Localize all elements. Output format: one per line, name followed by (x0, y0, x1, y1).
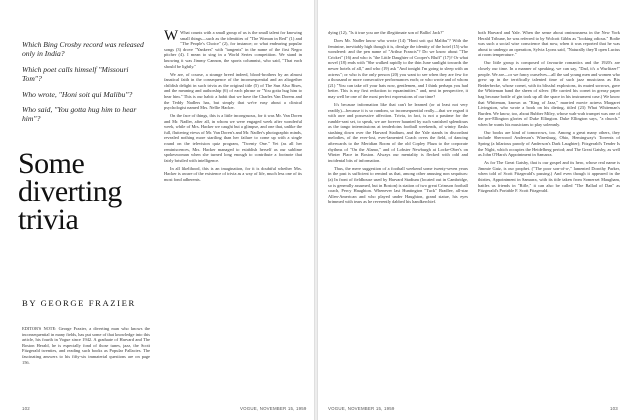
left-page (0, 0, 314, 420)
title-line: trivia (18, 203, 79, 236)
paragraph: It's because information like that can't be learned (or at least not very readily)—because it is so random, so inconsequential really—that we regard it with awe and possessive affection. Trivia, in fact, is not a pastime for the rumble-seat set, to speak, we are forever haunted by such vanished splendours as the tango intermissions at tenderloins football weekends, of wintry flasks stashing down over the Harvard Stadium, and the Yale stands in discordant melodies, of the ever-lost, ever-lamented Coach overs the field, of dancing afterwards to the Meridian Room of the old Copley Plaza to the corporate rhythms of "On the Alamo," and of Lobster Newburgh at Locke-Ober's on Winter Place in Boston. Always our mentality is flecked with odd and incidental bits of information. (328, 101, 468, 163)
paragraph: Thus, the mere suggestion of a football weekend some twenty-seven years in the past is sufficient to remind us that, among other amusing non sequiturs: (a) In front of fieldhouse used by Harvard Stadium (located out in Cambridge, so is generally assumed, but in Boston) is station of two great Crimson football coach, Percy Haughton. Whenever last Huntington "Tuck" Bradlee, all-star Allen-American and who played under Haughton, grand statue, his eyes brimmed with tears as he reverently dabbed his handkerchief. (328, 165, 468, 205)
paragraph (164, 30, 302, 69)
editor-note: EDITOR'S NOTE: George Frazier, a diverting man who knows the inconsequential in many fields, has put some of that knowledge into this article, his fourth in Vogue since 1942. A graduate of Harvard and The Boston Herald, he is especially fond of those tunes, jazz, the Scott Fitzgerald twenties, and reading such books as Popular Fallacies. The fascinating answers to his fifty-six immaterial questions are on page 156. (22, 326, 150, 365)
question: Who wrote, "Honi soit qui Malibu"? (22, 89, 133, 99)
title-line: Some (18, 147, 85, 180)
article-column-right-2 (478, 30, 620, 398)
running-foot: VOGUE, NOVEMBER 15, 1959 (328, 406, 395, 411)
byline: BY GEORGE FRAZIER (22, 298, 136, 308)
page-number: 103 (610, 406, 618, 411)
question: Which Bing Crosby record was released only in India? (22, 40, 144, 59)
drop-cap: W (164, 30, 179, 44)
paragraph: Our books are kind of tomorrows, too. Among a great many others, they include Sherwood Anderson's Winesburg, Ohio, Hemingway's Torrents of Spring (a hilarious parody of Anderson's Dark Laughter); Fitzgerald's Tender Is the Night, which occupies the Heidelberg period; and The Great Gatsby, as well as John O'Hara's Appointment in Samarra. (478, 129, 620, 158)
paragraph: Our little group is composed of favourite romantics and the 1920's are closely our time. In a manner of speaking, we can say, "Dad, it's a Wurlitzer!" people. We are—or we fancy ourselves—all the sad young men and women who grew up in the terrifically talented time of such jazz musicians as Bix Beiderbecke, whose cornet, with its blissful explosions, its muted sorrows, gave the Whiteman band the sheen of silver. (He carried his cornet in greasy paper bag because bottle of gin took up all the space in his instrument case.) We know that Whiteman, known as "King of Jazz," married movie actress Margaret Livingston, who wrote a book on his dieting, titled (23) What Whiteman's Burden. We know, too, about Bubber Miley, whose wah-wah trumpet was one of the pre-Ellington glories of Duke Ellington. Duke Ellington says, "a church." when he wants his musicians to play solemnly. (478, 60, 620, 127)
paragraph: We are, of course, a strange breed indeed, blood-brothers by an almost fanatical faith in the consequence of the inconsequential and an altogether childish delight in such trivia as the original title (5) of The Sun Also Rises, and the meaning and authorship (6) of each phrase or "You gotta hug him to hear him." This is our habit: a habit that we have the Charles Van Dorens and the Teddy Nadlers has, but simply that we're easy about a clinical psychologist named Mrs. Nellie Hacker. (164, 71, 302, 111)
article-column-right-1 (328, 30, 468, 398)
paragraph-text: What counts with a small group of us is the small talent for knowing small things—such as the identities of "The Woman in Red" (1) and "The People's Choice" (2), for instance; or what endearing popular songs (3) drove "Yankees" with "tangents" in the name of the first Negro pitcher (4). I mean to sing in a World Series competition. We stand in knowing it was Jimmy Cannon, the sports columnist, who said, "That each should be lightly." (164, 30, 302, 69)
running-foot: VOGUE, NOVEMBER 15, 1959 (240, 406, 307, 411)
question: Who said, "You gotta hug him to hear him"? (22, 105, 137, 124)
paragraph: In all likelihood, this is an imagination, for it is doubtful whether Mrs. Hacker is aware of the existence of trivia as a way of life, much less one of its most fond adherents. (164, 165, 302, 183)
article-title (18, 147, 158, 236)
paragraph: both Harvard and Yale. When the sense about ominousness in the New York Herald Tribune, he was referred to by Wolcott Gibbs as "looking odious." Bodie was such a social wise conscience that now, when it was reported that he was about to undergo an operation, Sylvia Lyons said, "Naturally they'll open Lucius at room temperature." (478, 30, 620, 58)
page-number: 102 (22, 406, 30, 411)
pull-questions (22, 40, 150, 130)
title-line: diverting (18, 175, 122, 208)
article-column-left (164, 30, 302, 398)
paragraph: Does Mr. Nadler know who wrote (14) "Honi soit qui Malibu"? With the feminine, inevitably high though it is, divulge the identity of the hotel (15) who wondered: and the pen name of "Arthur Francis"? Do we know about "The Cricket" (16) and who is "the Little Daughter of Cooper's Bluff" (17)? Or what novel (18) ends with "She walked rapidly to the thin June sunlight towards the newer hotels of all," and who (19) ask "And tonight I'm going to sleep with an actress"; or who is the only person (20) you want to see when they are few for a thousand or more consecutive performances each; or who wrote and of whom (21) "You can take off your hats now, gentlemen, and I think perhaps you had better. This is my first reduction to equanimities." and, next in perspective, it may well be one of the most perfect expressions of our time? (328, 37, 468, 99)
paragraph: dying (12), "Is it true you are the illegitimate son of Ballin' Jack?" (328, 30, 444, 35)
paragraph: On the face of things, this is a little incongruous, for it was Mr. Van Doren and Mr. Nadler, after all, in whom we were engaged week after wonderful week, while of Mrs. Hacker we caught but a glimpse, and one that, unlike the full, fluttering views of Mr. Van Doren's and Mr. Nadler's photographic minds, revealed nothing more startling than her failure to come up with a single round on the television quiz program, "Twenty One." Yet (as all her reminiscences, Mrs. Hacker managed to establish herself as our sublime spokeswoman when she turned long enough to contribute a footnote that fairly bristled with intelligence. (164, 113, 302, 163)
question: Which poet calls himself "Missouri Tom"? (22, 64, 129, 84)
paragraph: As for The Great Gatsby, that is our gospel and its hero, whose real name is Jimmie Gatz, is our prophet. ("The poor son-of-a-," lamented Dorothy Parker, when told of Scott Fitzgerald's passing.) And even though it appeared in the thirties, Appointment in Samarra, with its title taken from Somerset Maugham, battles us friends in "Rifle," it can also be called "The Ballad of Dan" as Fitzgerald's Portable F. Scott Fitzgerald. (478, 160, 620, 194)
right-page (318, 0, 632, 420)
